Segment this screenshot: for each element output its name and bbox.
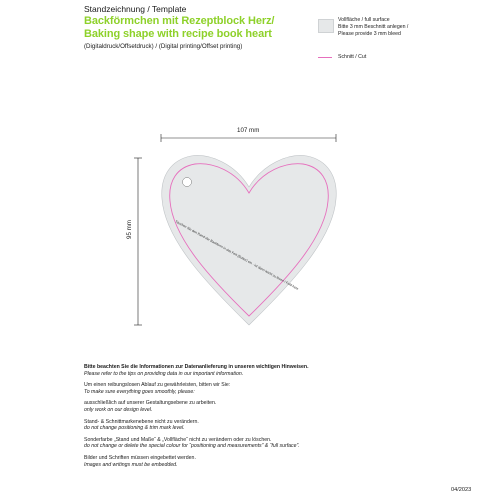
height-label: 95 mm — [126, 220, 133, 239]
height-dimension — [134, 158, 142, 325]
legend-bleed-de: Bitte 3 mm Beschnitt anlegen / — [338, 24, 409, 30]
marks-en: do not change positioning & trim mark level. — [84, 425, 185, 432]
special-de: Sonderfarbe „Stand und Maße“ & „Vollfläche“ nicht zu verändern oder zu löschen. — [84, 436, 272, 443]
legend-full-surface: Vollfläche / full surface — [338, 17, 390, 23]
marks-de: Stand- & Schnittmarkenebene nicht zu verändern. — [84, 418, 199, 425]
legend-bleed-en: Please provide 3 mm bleed — [338, 31, 401, 37]
product-title-en: Baking shape with recipe book heart — [84, 28, 272, 40]
smooth-en: To make sure everything goes smoothly, please: — [84, 388, 195, 395]
width-label: 107 mm — [237, 127, 260, 134]
level-en: only work on our design level. — [84, 406, 153, 413]
intro-de: Bitte beachten Sie die Informationen zur Datenanlieferung in unseren wichtigen Hinweisen. — [84, 364, 309, 370]
version-date: 04/2023 — [451, 487, 472, 493]
intro-en: Please refer to the tips on providing data in our important information. — [84, 370, 244, 377]
legend-cut: Schnitt / Cut — [338, 54, 367, 60]
embed-en: Images and writings must be embedded. — [84, 461, 178, 468]
instructions — [84, 364, 464, 473]
width-dimension — [161, 134, 336, 142]
print-methods: (Digitaldruck/Offsetdruck) / (Digital printing/Offset printing) — [84, 43, 243, 50]
product-title-de: Backförmchen mit Rezeptblock Herz/ — [84, 15, 275, 27]
level-de: ausschließlich auf unserer Gestaltungsebene zu arbeiten. — [84, 400, 217, 407]
smooth-de: Um einen reibungslosen Ablauf zu gewährleisten, bitten wir Sie: — [84, 382, 231, 389]
embed-de: Bilder und Schriften müssen eingebettet werden. — [84, 454, 196, 461]
special-en: do not change or delete the special colour for “positioning and measurements” & “full surface”. — [84, 443, 300, 450]
heart-inner-text: Tauchen Sie den Rand der Backform in das Fett (Butter) ein - ist dann leicht zu lösen / Fold here — [174, 219, 300, 291]
template-label: Standzeichnung / Template — [84, 4, 187, 14]
hanging-hole-icon — [183, 178, 192, 187]
